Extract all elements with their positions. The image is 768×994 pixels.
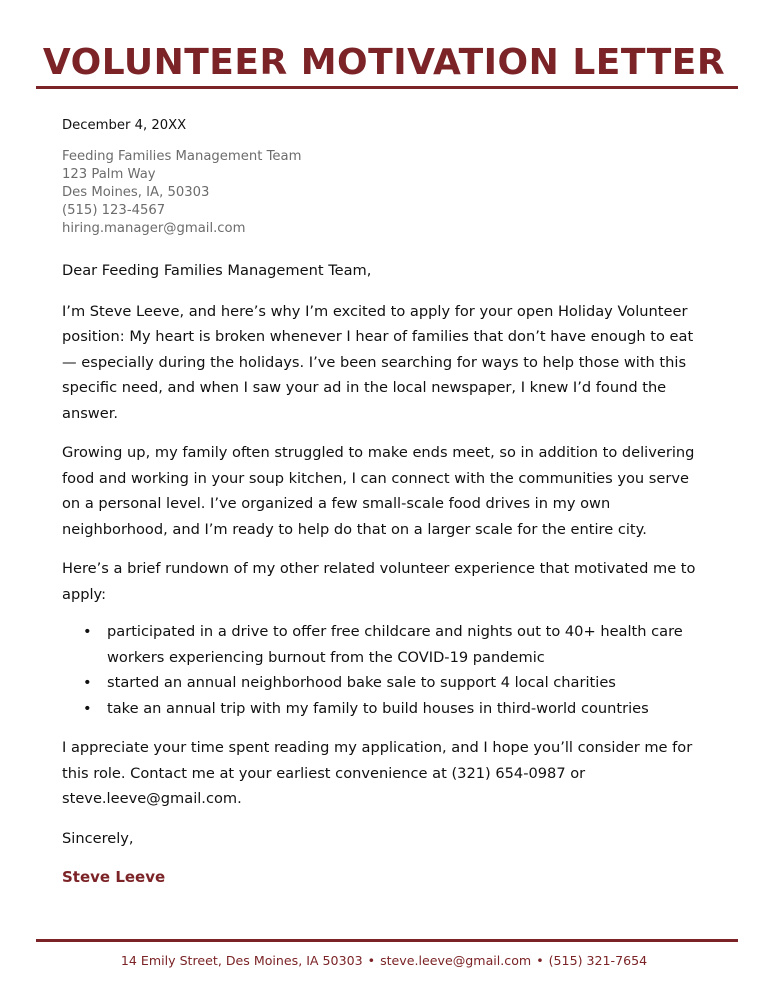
footer-separator: •: [536, 953, 544, 968]
header-divider: [36, 86, 738, 89]
salutation: Dear Feeding Families Management Team,: [62, 262, 372, 279]
footer-email: steve.leeve@gmail.com: [380, 953, 532, 968]
body-paragraph: Growing up, my family often struggled to make ends meet, so in addition to delivering food and working in your soup kitchen, I can connect with the communities you serve on a personal level. I’ve organized a few small-scale food drives in my own neighborhood, and I’m ready to help do that on a larger scale for the entire city.: [62, 444, 695, 538]
footer-address: 14 Emily Street, Des Moines, IA 50303: [120, 953, 363, 968]
recipient-city: Des Moines, IA, 50303: [62, 185, 210, 200]
recipient-team: Feeding Families Management Team: [62, 149, 302, 164]
page-title: VOLUNTEER MOTIVATION LETTER: [42, 42, 726, 83]
list-item: • started an annual neighborhood bake sale to support 4 local charities: [107, 670, 702, 696]
body-paragraph: I’m Steve Leeve, and here’s why I’m excited to apply for your open Holiday Volunteer position: My heart is broken whenever I hear of families that don’t have enough to eat — especially during the holidays. I’ve been searching for ways to help those with this specific need, and when I saw your ad in the local newspaper, I knew I’d found the answer.: [62, 302, 694, 422]
letter-date: December 4, 20XX: [62, 118, 187, 133]
recipient-block: [62, 148, 702, 238]
recipient-street: 123 Palm Way: [62, 167, 156, 182]
experience-list: [62, 619, 702, 721]
recipient-phone: (515) 123-4567: [62, 203, 166, 218]
closing-paragraph: I appreciate your time spent reading my application, and I hope you’ll consider me for this role. Contact me at your earliest convenience at (321) 654-0987 or steve.leeve@gmail.com.: [62, 739, 693, 807]
footer-separator: •: [367, 953, 376, 968]
signature-name: Steve Leeve: [62, 868, 166, 886]
footer-divider: [36, 939, 738, 942]
recipient-email: hiring.manager@gmail.com: [62, 221, 246, 236]
list-item: • participated in a drive to offer free childcare and nights out to 40+ health care workers experiencing burnout from the COVID-19 pandemic: [107, 619, 702, 670]
footer-contact: [0, 951, 768, 971]
footer-phone: (515) 321-7654: [548, 953, 648, 968]
letter-body: [62, 116, 702, 891]
body-paragraph: Here’s a brief rundown of my other related volunteer experience that motivated me to apply:: [62, 560, 696, 603]
list-item: • take an annual trip with my family to build houses in third-world countries: [107, 696, 702, 722]
signoff: Sincerely,: [62, 829, 134, 847]
